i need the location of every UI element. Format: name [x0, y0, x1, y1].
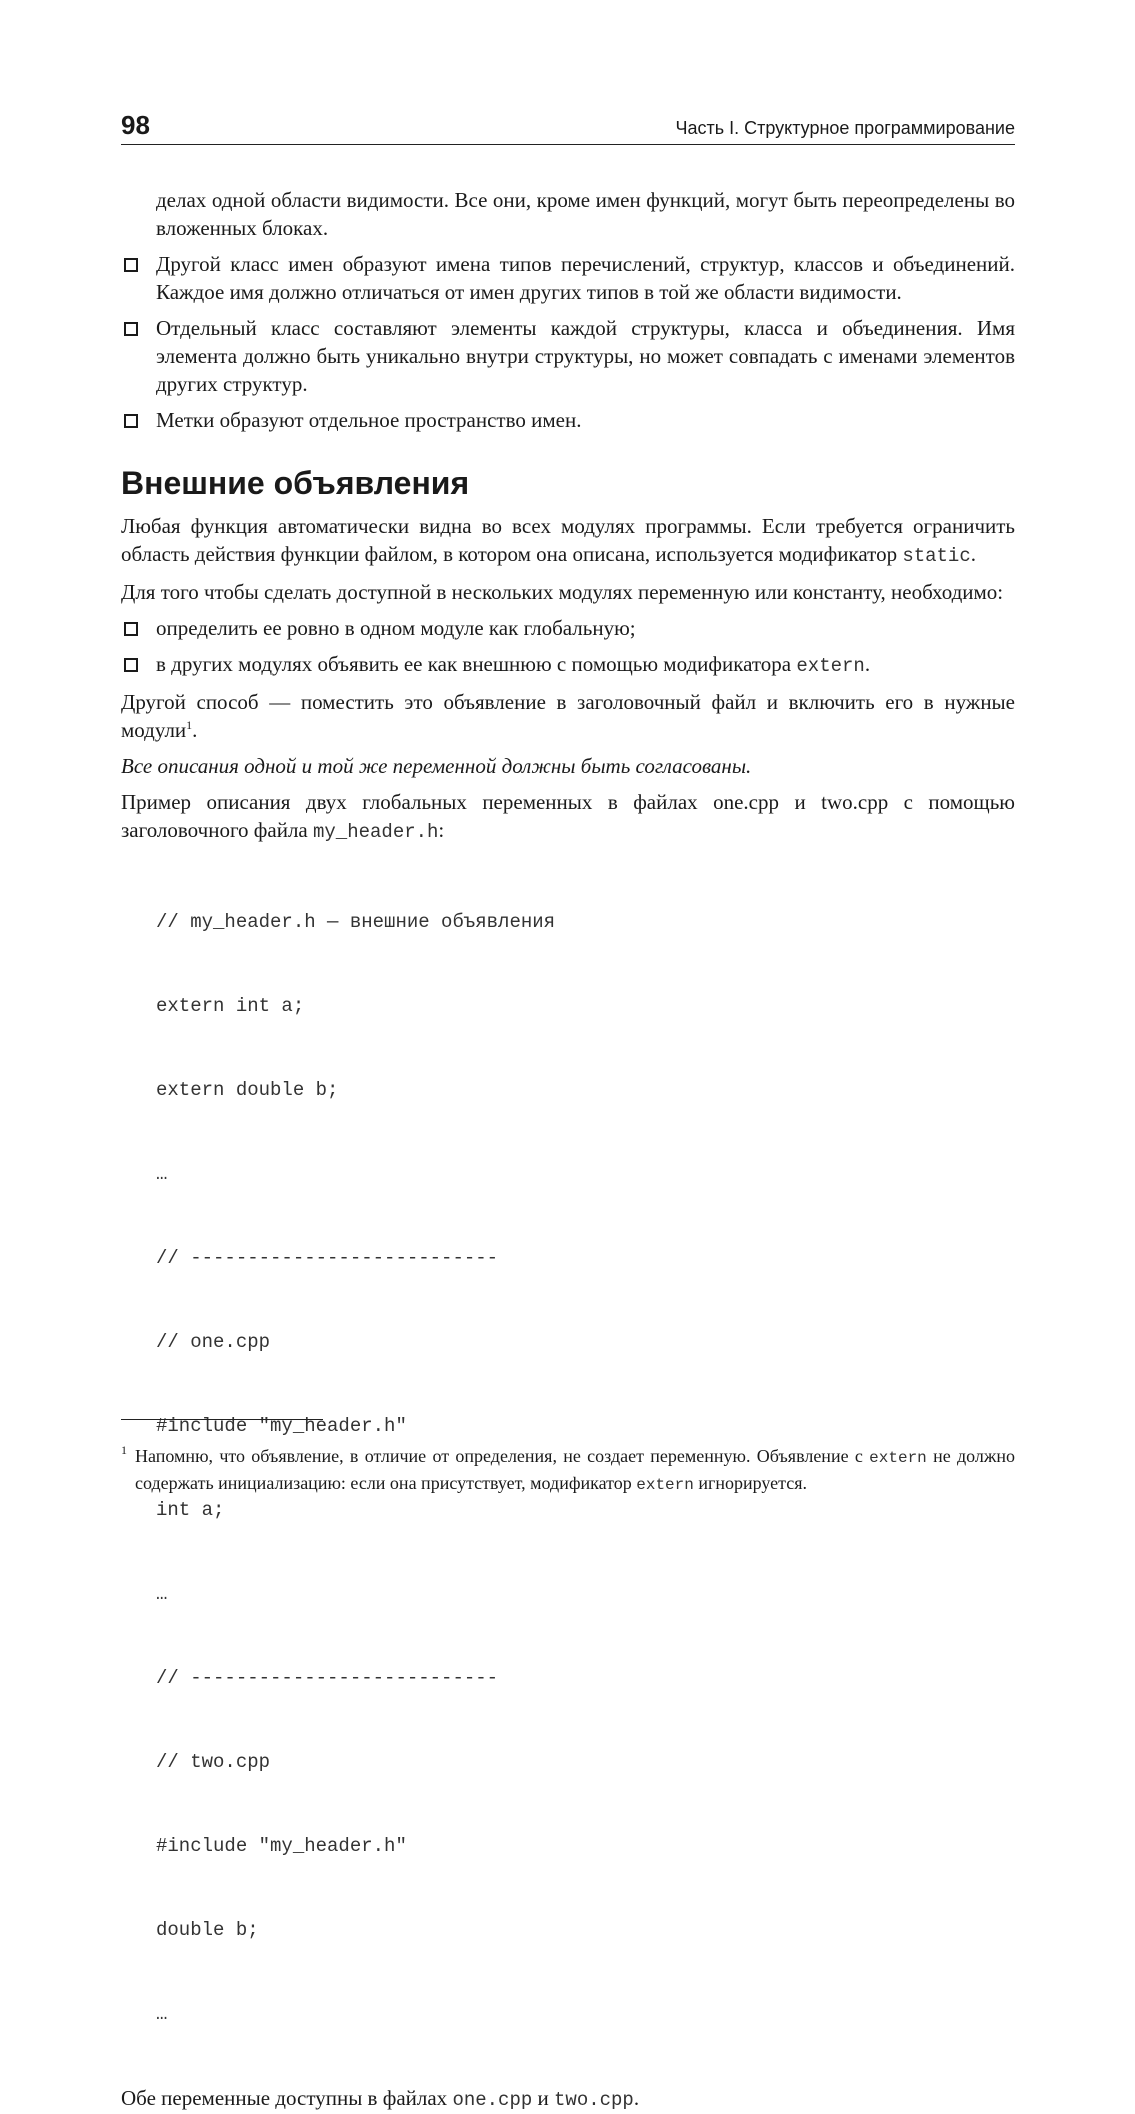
checkbox-bullet-icon [124, 414, 138, 428]
list-item-text: Отдельный класс составляют элементы каждой структуры, класса и объединения. Имя элемента должно быть уникально внутри структуры, но может совпадать с именами элементов других структур. [156, 316, 1015, 396]
paragraph [121, 688, 1015, 744]
inline-code: extern [636, 1476, 694, 1494]
code-line: extern int a; [156, 995, 305, 1017]
paragraph-punct: . [192, 718, 198, 742]
list-item-text: определить ее ровно в одном модуле как глобальную; [156, 616, 636, 640]
code-line: // one.cpp [156, 1331, 271, 1353]
inline-code: two.cpp [554, 2089, 634, 2111]
page-header [121, 108, 1015, 145]
code-line: // two.cpp [156, 1751, 271, 1773]
inline-code: extern [869, 1449, 927, 1467]
code-line: // --------------------------- [156, 1667, 499, 1689]
inline-code: one.cpp [452, 2089, 533, 2111]
checkbox-bullet-icon [124, 258, 138, 272]
paragraph-text: и [532, 2086, 555, 2110]
paragraph-punct: . [633, 2086, 640, 2110]
code-line: // --------------------------- [156, 1247, 499, 1269]
paragraph [121, 788, 1015, 846]
inline-code: static [902, 545, 971, 567]
list-item [121, 314, 1015, 398]
continued-list-item: делах одной области видимости. Все они, кроме имен функций, могут быть переопределены во вложенных блоках. [156, 188, 1015, 240]
paragraph [121, 512, 1015, 570]
section-heading: Внешние объявления [121, 465, 470, 501]
list-item-punct: . [864, 652, 871, 676]
checkbox-bullet-icon [124, 322, 138, 336]
footnote-text-part: игнорируется. [693, 1473, 808, 1493]
page-number: 98 [121, 110, 150, 140]
paragraph-punct: . [970, 542, 976, 566]
paragraph [121, 2084, 1015, 2114]
footnote [121, 1444, 1015, 1498]
running-head: Часть I. Структурное программирование [675, 118, 1015, 138]
paragraph-text: Пример описания двух глобальных переменных в файлах one.cpp и two.cpp с помощью заголовочного файла [121, 790, 1015, 842]
footnote-text [121, 1444, 1015, 1498]
footnote-text-part: не должно содержать инициализацию: если она присутствует, модификатор [135, 1446, 1015, 1493]
checkbox-bullet-icon [124, 658, 138, 672]
footnote-marker: 1 [121, 1443, 127, 1457]
list-item [121, 650, 1015, 680]
list-item-text: Другой класс имен образуют имена типов перечислений, структур, классов и объединений. Каждое имя должно отличаться от имен других типов в той же области видимости. [156, 252, 1015, 304]
checkbox-bullet-icon [124, 622, 138, 636]
footnote-reference: 1 [186, 718, 193, 732]
code-line: extern double b; [156, 1079, 339, 1101]
paragraph-text: Любая функция автоматически видна во всех модулях программы. Если требуется ограничить область действия функции файлом, в котором она описана, используется модификатор [121, 514, 1015, 566]
footnote-text-part: Напомню, что объявление, в отличие от определения, не создает переменную. Объявление с [135, 1446, 870, 1466]
code-line: … [156, 1583, 168, 1605]
page-body [121, 186, 1015, 2114]
list-item [121, 406, 1015, 434]
code-line: int a; [156, 1499, 225, 1521]
list-item-text: в других модулях объявить ее как внешнюю с помощью модификатора [156, 652, 797, 676]
emphasized-rule: Все описания одной и той же переменной должны быть согласованы. [121, 754, 752, 778]
paragraph-text: Другой способ — поместить это объявление в заголовочный файл и включить его в нужные модули [121, 690, 1015, 742]
paragraph: Для того чтобы сделать доступной в нескольких модулях переменную или константу, необходимо: [121, 580, 1004, 604]
code-line: double b; [156, 1919, 259, 1941]
list-item [121, 614, 1015, 642]
code-line: #include "my_header.h" [156, 1415, 407, 1437]
inline-code: my_header.h [313, 821, 439, 843]
footnote-divider [121, 1419, 323, 1420]
list-item-text: Метки образуют отдельное пространство имен. [156, 408, 582, 432]
list-item [121, 250, 1015, 306]
code-line: // my_header.h — внешние объявления [156, 911, 556, 933]
paragraph-text: Обе переменные доступны в файлах [121, 2086, 453, 2110]
code-line: … [156, 2003, 168, 2025]
inline-code: extern [796, 655, 865, 677]
code-line: #include "my_header.h" [156, 1835, 407, 1857]
paragraph-punct: : [438, 818, 445, 842]
code-line: … [156, 1163, 168, 1185]
